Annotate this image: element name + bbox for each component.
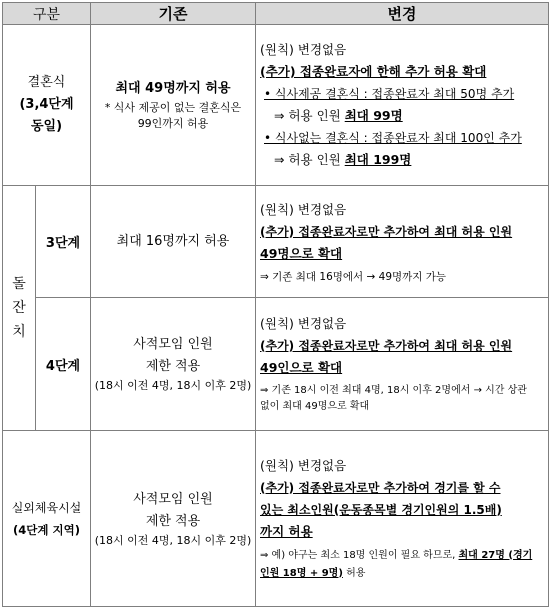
sports-after-note-bold1: 최대 27명 (경기 (458, 549, 533, 561)
dol-stage4-before-line1: 사적모임 인원 (133, 337, 213, 352)
dol-label-char2: 잔 (12, 300, 26, 316)
wedding-after-nomeal-result-value: 최대 199명 (344, 152, 412, 167)
wedding-before (91, 25, 256, 186)
wedding-before-note2: 99인까지 허용 (137, 117, 209, 130)
dol-stage4-before (91, 298, 256, 431)
dol-stage4-before-line3: (18시 이전 4명, 18시 이후 2명) (94, 379, 252, 392)
dol-stage4-after-add-line1: (추가) 접종완료자로만 추가하여 최대 허용 인원 (260, 339, 513, 353)
wedding-after-meal-result-prefix: ⇒ 허용 인원 (274, 108, 345, 123)
dol-stage3-after-principle: (원칙) 변경없음 (260, 201, 347, 217)
wedding-after-meal-result (260, 105, 544, 127)
dol-stage3-after (256, 186, 549, 298)
dol-stage4-label: 4단계 (36, 298, 91, 431)
sports-after-note-bold2: 인원 18명 + 9명) (260, 567, 343, 579)
wedding-after (256, 25, 549, 186)
header-after: 변경 (256, 3, 549, 25)
dol-stage3-row (3, 186, 549, 298)
sports-before-line3: (18시 이전 4명, 18시 이후 2명) (94, 533, 252, 547)
sports-row (3, 431, 549, 607)
header-category: 구분 (3, 3, 91, 25)
dol-stage4-after-principle: (원칙) 변경없음 (260, 316, 347, 331)
dol-stage4-after-note-line2: 없이 최대 49명으로 확대 (260, 401, 370, 412)
wedding-label-line1: 결혼식 (27, 75, 66, 90)
dol-stage4-after-add-line2: 49인으로 확대 (260, 360, 343, 375)
dol-stage4-after (256, 298, 549, 431)
sports-before-line2: 제한 적용 (145, 513, 201, 529)
sports-label-line1: 실외체육시설 (11, 500, 82, 515)
dol-label (3, 186, 36, 431)
dol-stage4-row (3, 298, 549, 431)
sports-before-line1: 사적모임 인원 (133, 491, 213, 507)
dol-stage3-after-add-line1: (추가) 접종완료자로만 추가하여 최대 허용 인원 (260, 224, 513, 239)
header-before: 기존 (91, 3, 256, 25)
dol-label-char3: 치 (12, 324, 26, 340)
sports-after-note-line2 (260, 565, 544, 583)
sports-label-line2: (4단계 지역) (13, 522, 80, 537)
sports-after-add-line3: 까지 허용 (260, 523, 313, 539)
wedding-after-meal-result-value: 최대 99명 (344, 108, 403, 123)
wedding-before-main: 최대 49명까지 허용 (115, 81, 231, 96)
wedding-after-nomeal-result (260, 149, 544, 171)
sports-after-principle: (원칙) 변경없음 (260, 457, 347, 473)
wedding-before-note1: * 식사 제공이 없는 결혼식은 (104, 101, 242, 114)
dol-stage3-before: 최대 16명까지 허용 (91, 186, 256, 298)
sports-before (91, 431, 256, 607)
wedding-after-principle: (원칙) 변경없음 (260, 42, 347, 57)
sports-after (256, 431, 549, 607)
dol-stage3-label: 3단계 (36, 186, 91, 298)
wedding-row (3, 25, 549, 186)
wedding-after-meal: • 식사제공 결혼식 : 접종완료자 최대 50명 추가 (264, 87, 515, 101)
dol-label-char1: 돌 (12, 276, 26, 292)
wedding-label (3, 25, 91, 186)
sports-after-add-line1: (추가) 접종완료자로만 추가하여 경기를 할 수 (260, 480, 501, 495)
header-row (3, 3, 549, 25)
dol-stage4-before-line2: 제한 적용 (145, 359, 201, 374)
wedding-after-add: (추가) 접종완료자에 한해 추가 허용 확대 (260, 64, 487, 79)
dol-stage3-after-note: ⇒ 기존 최대 16명에서 → 49명까지 가능 (260, 270, 447, 283)
wedding-after-nomeal-result-prefix: ⇒ 허용 인원 (274, 152, 345, 167)
sports-after-add-line2: 있는 최소인원(운동종목별 경기인원의 1.5배) (260, 502, 502, 517)
dol-stage3-after-add-line2: 49명으로 확대 (260, 245, 343, 261)
wedding-label-line2: (3,4단계 (19, 97, 74, 112)
sports-after-note-suffix: 허용 (342, 567, 366, 579)
sports-label (3, 431, 91, 607)
wedding-label-line3: 동일) (30, 119, 63, 134)
dol-stage4-after-note-line1: ⇒ 기존 18시 이전 최대 4명, 18시 이후 2명에서 → 시간 상관 (260, 385, 527, 396)
wedding-after-nomeal: • 식사없는 결혼식 : 접종완료자 최대 100인 추가 (264, 131, 522, 145)
policy-comparison-table (2, 2, 549, 607)
sports-after-note-prefix: ⇒ 예) 야구는 최소 18명 인원이 필요 하므로, (260, 549, 459, 561)
sports-after-note-line1 (260, 547, 544, 565)
